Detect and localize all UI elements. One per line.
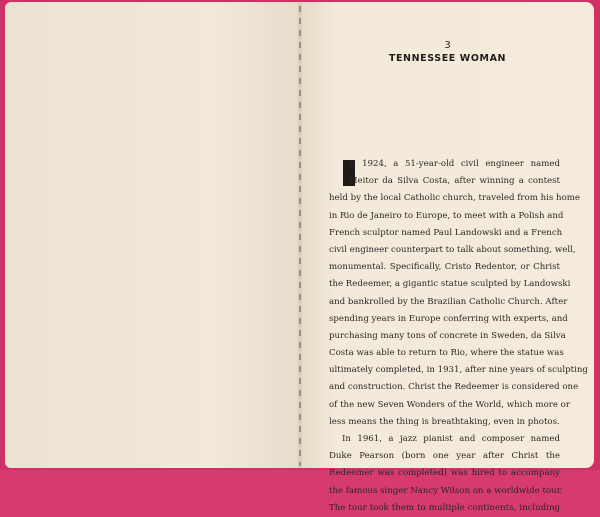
text-line: French sculptor named Paul Landowski and a French (329, 227, 563, 238)
text-line: of the new Seven Wonders of the World, which more or (329, 399, 570, 410)
show-through-text (40, 98, 280, 124)
text-line: Costa was able to return to Rio, where the statue was (329, 348, 564, 359)
show-through-line (40, 98, 280, 124)
text-line: the Redeemer, a gigantic statue sculpted by Landowski (329, 279, 571, 290)
text-line: spending years in Europe conferring with experts, and (329, 313, 568, 324)
text-line: Heitor da Silva Costa, after winning a contest (350, 176, 560, 187)
text-line: less means the thing is breathtaking, even in photos. (329, 416, 560, 427)
text-line: ultimately completed, in 1931, after nine years of sculpting (329, 365, 588, 376)
text-line: and bankrolled by the Brazilian Catholic Church. After (329, 296, 568, 307)
binding-stitch (299, 6, 301, 466)
text-line: purchasing many tons of concrete in Sweden, da Silva (329, 330, 566, 341)
text-line: civil engineer counterpart to talk about something, well, (329, 244, 576, 255)
body-text (329, 156, 588, 517)
text-line: held by the local Catholic church, traveled from his home (329, 193, 580, 204)
text-line: and construction. Christ the Redeemer is considered one (329, 382, 579, 393)
left-page (5, 2, 299, 468)
text-line: Redeemer was completed) was hired to accompany (329, 468, 560, 479)
text-line: In 1961, a jazz pianist and composer named (342, 434, 560, 444)
text-line: monumental. Specifically, Cristo Redentor, or Christ (329, 262, 560, 273)
chapter-title: TENNESSEE WOMAN (388, 53, 507, 64)
text-line: The tour took them to multiple continents, including (329, 502, 560, 513)
chapter-number: 3 (444, 40, 451, 51)
text-line: n 1924, a 51-year-old civil engineer named (350, 159, 560, 169)
text-line: in Rio de Janeiro to Europe, to meet with a Polish and (329, 210, 564, 221)
text-line: Duke Pearson (born one year after Christ the (329, 451, 560, 462)
text-line: the famous singer Nancy Wilson on a worldwide tour. (329, 485, 563, 496)
